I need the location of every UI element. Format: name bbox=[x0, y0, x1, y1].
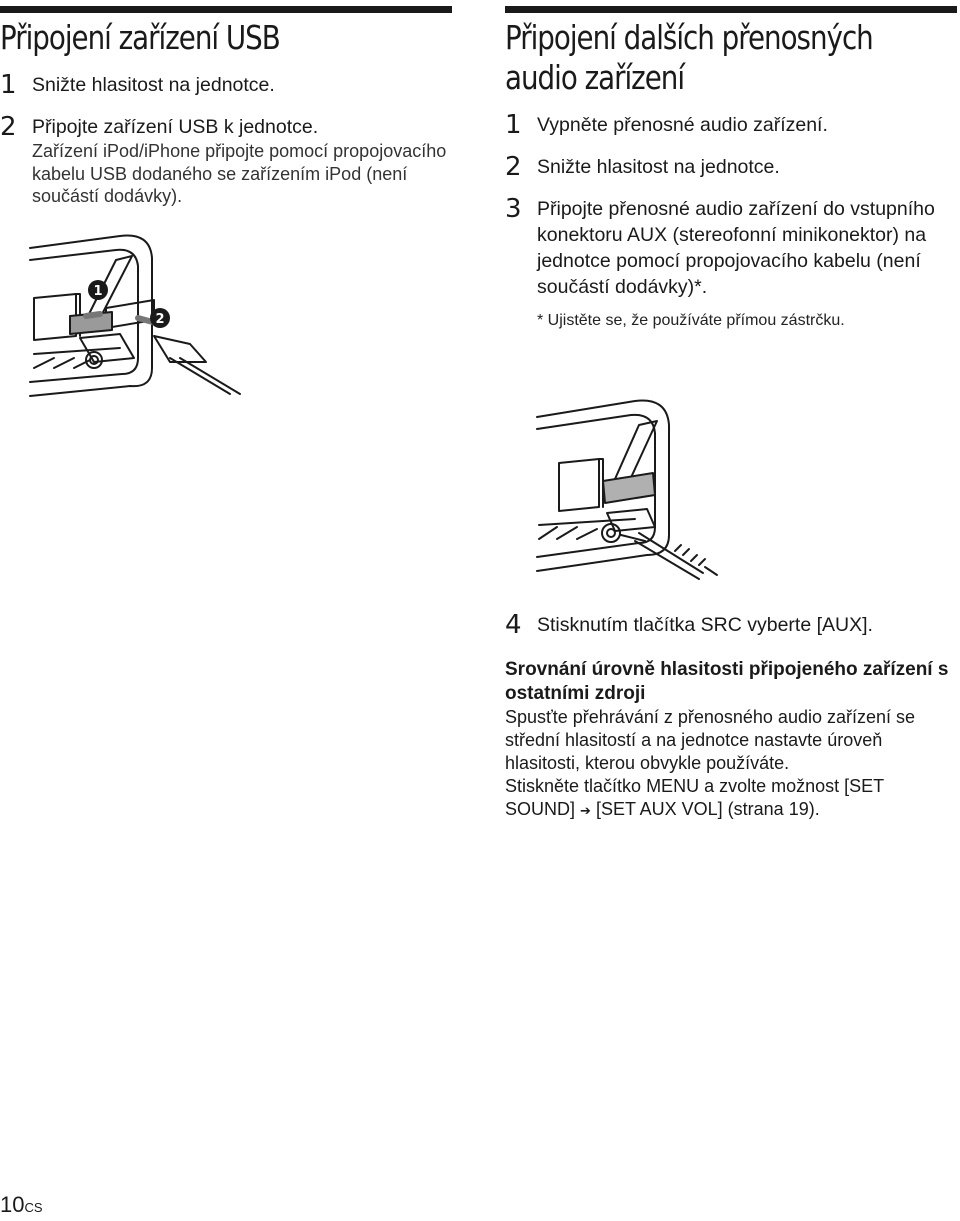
usb-connection-illustration bbox=[20, 218, 250, 403]
left-top-rule bbox=[0, 6, 452, 13]
step-number: 2 bbox=[0, 112, 17, 142]
step-text: Snižte hlasitost na jednotce. bbox=[32, 74, 275, 96]
volume-level-heading: Srovnání úrovně hlasitosti připojeného zařízení s ostatními zdroji bbox=[505, 659, 949, 704]
step-number: 4 bbox=[505, 610, 522, 640]
step-text: Vypněte přenosné audio zařízení. bbox=[537, 114, 828, 136]
step-number: 1 bbox=[505, 110, 522, 140]
aux-step-3 bbox=[505, 196, 957, 300]
callout-2: 2 bbox=[155, 312, 165, 327]
footnote: * Ujistěte se, že používáte přímou zástrčku. bbox=[537, 312, 845, 329]
section-title-usb: Připojení zařízení USB bbox=[0, 18, 280, 57]
section-title-aux bbox=[505, 18, 885, 98]
section-title-line-2: audio zařízení bbox=[505, 58, 685, 97]
step-number: 3 bbox=[505, 194, 522, 224]
page-number-value: 10 bbox=[0, 1192, 25, 1217]
left-column bbox=[0, 18, 452, 208]
section-title-line-1: Připojení dalších přenosných bbox=[505, 18, 873, 57]
step-text: Připojte zařízení USB k jednotce. bbox=[32, 116, 319, 138]
step-subtext: Zařízení iPod/iPhone připojte pomocí propojovacího kabelu USB dodaného se zařízením iPod (není součástí dodávky). bbox=[32, 141, 447, 206]
usb-step-2 bbox=[0, 114, 452, 208]
right-column-lower bbox=[505, 612, 957, 822]
usb-step-1 bbox=[0, 72, 452, 98]
step-number: 1 bbox=[0, 70, 17, 100]
aux-connection-illustration bbox=[535, 395, 735, 585]
volume-level-paragraph-2 bbox=[505, 775, 957, 822]
step-number: 2 bbox=[505, 152, 522, 182]
page-number bbox=[0, 1192, 43, 1221]
aux-step-1 bbox=[505, 112, 957, 138]
callout-1: 1 bbox=[93, 284, 103, 299]
aux-step-4 bbox=[505, 612, 957, 638]
volume-level-paragraph-1: Spusťte přehrávání z přenosného audio zařízení se střední hlasitostí a na jednotce nastavte úroveň hlasitosti, kterou obvykle používáte. bbox=[505, 707, 916, 773]
language-code: CS bbox=[24, 1200, 43, 1215]
menu-setting: [SET AUX VOL] (strana 19). bbox=[595, 799, 820, 819]
arrow-icon: ➔ bbox=[580, 803, 591, 818]
right-top-rule bbox=[505, 6, 957, 13]
menu-instruction: Stiskněte tlačítko MENU a zvolte možnost [SET SOUND] bbox=[505, 776, 884, 819]
step-text: Snižte hlasitost na jednotce. bbox=[537, 156, 780, 178]
step-text: Připojte přenosné audio zařízení do vstupního konektoru AUX (stereofonní minikonektor) na jednotce pomocí propojovacího kabelu (není součástí dodávky)*. bbox=[537, 198, 935, 298]
right-column bbox=[505, 18, 957, 332]
aux-step-2 bbox=[505, 154, 957, 180]
step-text: Stisknutím tlačítka SRC vyberte [AUX]. bbox=[537, 614, 873, 636]
